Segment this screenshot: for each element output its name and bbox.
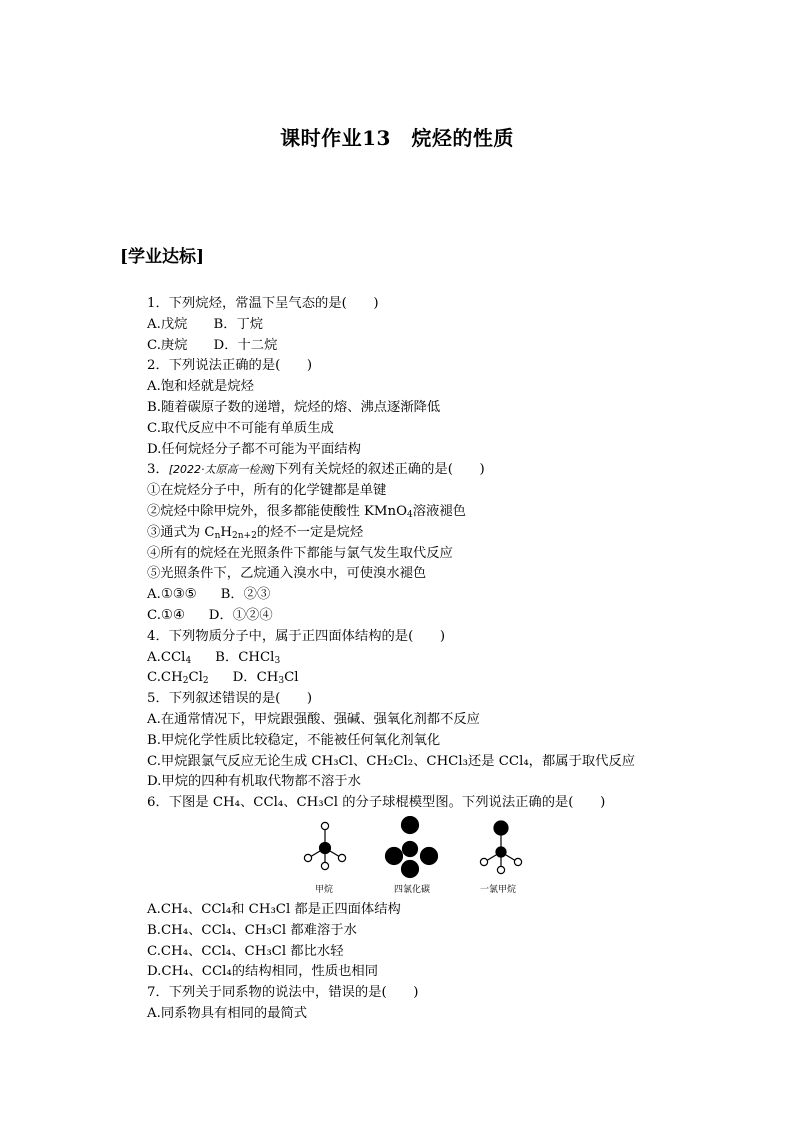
q4-stem: 4．下列物质分子中，属于正四面体结构的是( ) [147,628,446,644]
q6-option-c: C.CH₄、CCl₄、CH₃Cl 都比水轻 [147,943,344,959]
q4-option-a [147,650,191,665]
q6-option-a: A.CH₄、CCl₄和 CH₃Cl 都是正四面体结构 [147,901,401,917]
section-heading: [学业达标] [120,247,205,267]
q3-option-a: A.①③⑤ [147,587,197,603]
subscript: 3 [278,676,285,687]
label-methane: 甲烷 [315,885,334,895]
q5-option-a: A.在通常情况下，甲烷跟强酸、强碱、强氧化剂都不反应 [147,711,480,727]
q2-option-c: C.取代反应中不可能有单质生成 [147,420,334,436]
q5-stem: 5．下列叙述错误的是( ) [147,691,313,707]
q6-option-d: D.CH₄、CCl₄的结构相同，性质也相同 [147,964,379,980]
q4-options-cd [147,668,707,689]
q3-statement-5: ⑤光照条件下，乙烷通入溴水中，可使溴水褪色 [147,566,427,582]
q4-c-text: C.CH [147,670,183,686]
subscript: 2 [182,676,189,687]
q4-b-text: B．CHCl [215,649,275,665]
q1-option-a: A.戊烷 [147,316,188,332]
q3-statement-3 [147,523,707,544]
ch3cl-model [480,821,521,874]
q2-option-d: D.任何烷烃分子都不可能为平面结构 [147,441,361,457]
q3-options-cd [147,606,707,627]
q5-option-d: D.甲烷的四种有机取代物都不溶于水 [147,774,361,790]
q4-d-cl: Cl [284,670,299,686]
page-title: 课时作业13 烷烃的性质 [280,126,514,150]
q3-s2-part1: ②烷烃中除甲烷外，很多都能使酸性 KMnO [147,503,407,519]
subscript: 4 [407,509,413,520]
q3-option-d: D．①②④ [208,607,273,623]
q1-option-c: C.庚烷 [147,337,188,353]
q6-stem: 6．下图是 CH₄、CCl₄、CH₃Cl 的分子球棍模型图。下列说法正确的是( ) [147,795,606,811]
q3-stem [147,460,707,481]
q1-option-b: B．丁烷 [213,316,264,332]
q7-stem: 7．下列关于同系物的说法中，错误的是( ) [147,985,419,1001]
q3-s3-part1: ③通式为 C [147,524,215,540]
q3-statement-1: ①在烷烃分子中，所有的化学键都是单键 [147,483,387,499]
q3-s3-part2: 的烃不一定是烷烃 [256,524,364,540]
q4-option-d [233,668,299,689]
q2-stem: 2．下列说法正确的是( ) [147,358,313,374]
q3-s3-h: H [220,524,232,540]
q4-c-cl: Cl [188,670,203,686]
question-list [147,294,707,1025]
q4-option-b [215,648,280,669]
q1-options-cd [147,336,707,357]
label-ch3cl: 一氯甲烷 [480,885,517,895]
molecule-figure [298,816,530,896]
q3-option-c: C.①④ [147,607,185,623]
q3-stem-text: 下列有关烷烃的叙述正确的是( ) [274,462,485,478]
q6-option-b: B.CH₄、CCl₄、CH₃Cl 都难溶于水 [147,922,357,938]
q3-statement-2 [147,502,707,523]
q4-option-c [147,670,209,685]
q7-option-a: A.同系物具有相同的最简式 [147,1005,308,1021]
q3-number: 3． [147,462,169,478]
q2-option-b: B.随着碳原子数的递增，烷烃的熔、沸点逐渐降低 [147,399,441,415]
subscript: 4 [185,655,192,666]
subscript: 2n+2 [232,530,257,541]
label-ccl4: 四氯化碳 [394,885,431,895]
q3-source: [2022·太原高一检测] [168,463,275,477]
q3-statement-4: ④所有的烷烃在光照条件下都能与氯气发生取代反应 [147,545,453,561]
ball-stick-models [298,816,530,882]
q4-options-ab [147,648,707,669]
subscript: 3 [274,655,281,666]
q1-options-ab [147,315,707,336]
q1-stem: 1．下列烷烃，常温下呈气态的是( ) [147,296,379,311]
q3-s2-part2: 溶液褪色 [412,503,466,519]
q3-options-ab [147,585,707,606]
q4-a-text: A.CCl [147,649,186,665]
q2-option-a: A.饱和烃就是烷烃 [147,379,254,395]
ccl4-model [386,817,438,878]
methane-model [304,822,345,869]
subscript: 2 [202,676,209,687]
q4-d-text: D．CH [232,670,279,686]
q5-option-c: C.甲烷跟氯气反应无论生成 CH₃Cl、CH₂Cl₂、CHCl₃还是 CCl₄，都属于取代反应 [147,753,636,769]
q1-option-d: D．十二烷 [213,337,278,353]
q3-option-b: B．②③ [220,587,271,603]
q5-option-b: B.甲烷化学性质比较稳定，不能被任何氧化剂氧化 [147,732,441,748]
subscript: n [214,530,221,541]
